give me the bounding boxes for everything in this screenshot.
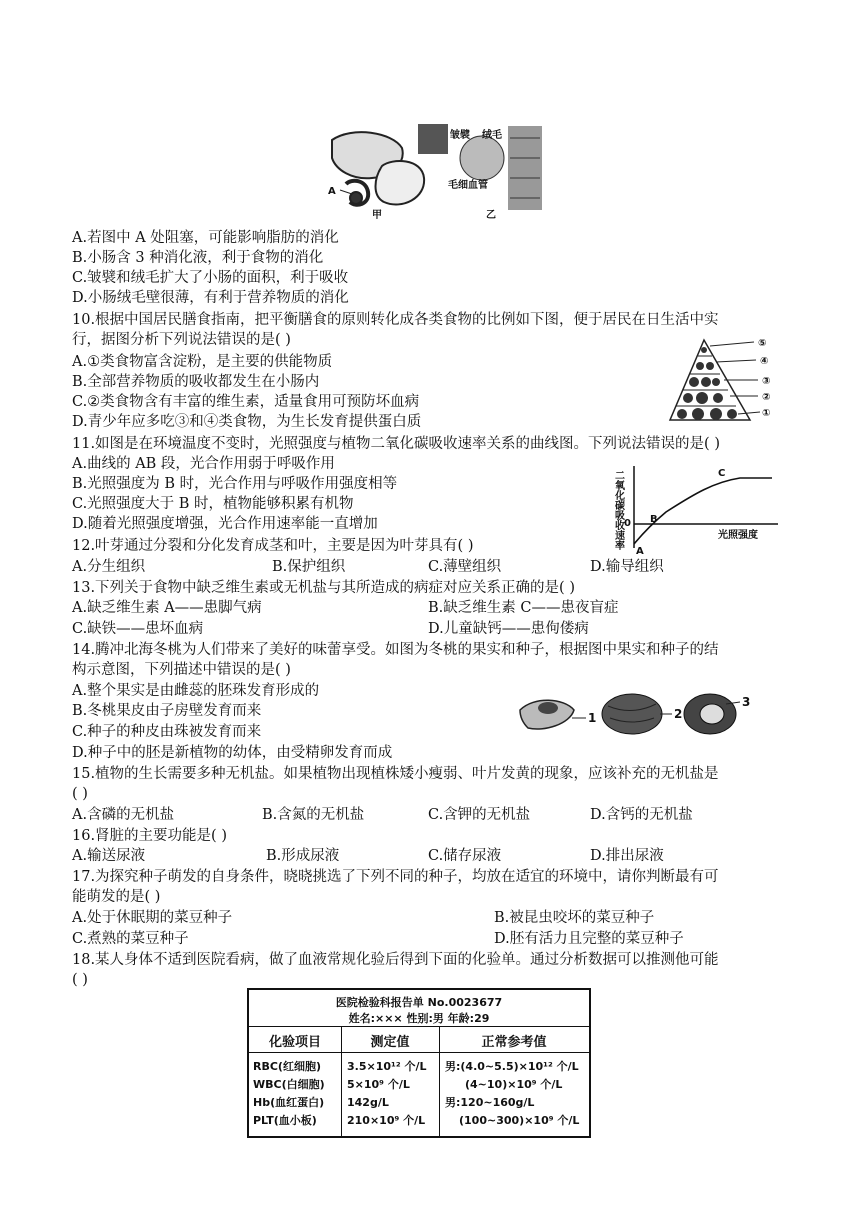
q16-option-d: D.排出尿液 bbox=[590, 848, 664, 864]
peach-label-1: 1 bbox=[588, 711, 597, 725]
food-pyramid-figure bbox=[666, 334, 774, 424]
report-row-item: RBC(红细胞) bbox=[253, 1060, 321, 1073]
q15-option-b: B.含氮的无机盐 bbox=[262, 807, 365, 823]
q12-option-a: A.分生组织 bbox=[72, 559, 146, 575]
point-c-label: C bbox=[718, 468, 726, 479]
q10-option-b: B.全部营养物质的吸收都发生在小肠内 bbox=[72, 374, 320, 390]
lab-report bbox=[247, 988, 591, 1138]
q10-option-c: C.②类食物含有丰富的维生素，适量食用可预防坏血病 bbox=[72, 394, 420, 410]
report-title: 医院检验科报告单 No.0023677 bbox=[335, 996, 503, 1009]
q16-stem: 16.肾脏的主要功能是( ) bbox=[72, 828, 227, 844]
q16-option-b: B.形成尿液 bbox=[266, 848, 340, 864]
pyramid-label-1: ① bbox=[762, 408, 771, 419]
q17-option-d: D.胚有活力且完整的菜豆种子 bbox=[494, 931, 684, 947]
peach-label-2: 2 bbox=[674, 707, 683, 721]
pyramid-label-5: ⑤ bbox=[758, 338, 767, 349]
q13-option-c: C.缺铁——患坏血病 bbox=[72, 621, 204, 637]
q15-stem: 15.植物的生长需要多种无机盐。如果植物出现植株矮小瘦弱、叶片发黄的现象，应该补充的无机盐是 bbox=[72, 766, 719, 782]
q14-stem-cont: 构示意图，下列描述中错误的是( ) bbox=[72, 662, 291, 678]
q14-stem: 14.腾冲北海冬桃为人们带来了美好的味蕾享受。如图为冬桃的果实和种子，根据图中果实和种子的结 bbox=[72, 642, 719, 658]
label-yi: 乙 bbox=[486, 210, 496, 221]
q11-option-c: C.光照强度大于 B 时，植物能够积累有机物 bbox=[72, 496, 354, 512]
q17-stem-cont: 能萌发的是( ) bbox=[72, 889, 161, 905]
label-maoxi: 毛细血管 bbox=[448, 180, 488, 191]
point-a-label: A bbox=[636, 546, 644, 557]
point-b-label: B bbox=[650, 514, 658, 525]
report-header-value: 测定值 bbox=[370, 1035, 410, 1050]
report-row-value: 5×10⁹ 个/L bbox=[347, 1078, 410, 1091]
q10-stem-cont: 行，据图分析下列说法错误的是( ) bbox=[72, 332, 291, 348]
report-row-value: 210×10⁹ 个/L bbox=[347, 1114, 426, 1127]
q11-option-b: B.光照强度为 B 时，光合作用与呼吸作用强度相等 bbox=[72, 476, 398, 492]
stomach-liver-drawing bbox=[332, 132, 424, 205]
q11-option-a: A.曲线的 AB 段，光合作用弱于呼吸作用 bbox=[72, 456, 335, 472]
q14-option-c: C.种子的种皮由珠被发育而来 bbox=[72, 724, 262, 740]
q15-stem-cont: ( ) bbox=[72, 786, 88, 802]
chart-xlabel: 光照强度 bbox=[718, 530, 758, 541]
q9-option-b: B.小肠含 3 种消化液，利于食物的消化 bbox=[72, 250, 324, 266]
q17-stem: 17.为探究种子萌发的自身条件，晓晓挑选了下列不同的种子，均放在适宜的环境中，请你判断最有可 bbox=[72, 869, 719, 885]
label-jia: 甲 bbox=[372, 210, 382, 221]
digestive-system-figure bbox=[322, 118, 552, 226]
q9-option-d: D.小肠绒毛壁很薄，有利于营养物质的消化 bbox=[72, 290, 349, 306]
report-row-item: WBC(白细胞) bbox=[253, 1078, 325, 1091]
report-row-value: 3.5×10¹² 个/L bbox=[347, 1060, 427, 1073]
co2-light-chart bbox=[612, 460, 784, 557]
pyramid-label-2: ② bbox=[762, 392, 771, 403]
peach-label-3: 3 bbox=[742, 695, 751, 709]
peach-fruit-seed-figure bbox=[514, 688, 774, 740]
report-row-item: PLT(血小板) bbox=[253, 1114, 317, 1127]
q14-option-a: A.整个果实是由雌蕊的胚珠发育形成的 bbox=[72, 683, 320, 699]
q16-option-a: A.输送尿液 bbox=[72, 848, 146, 864]
report-row-ref: (100~300)×10⁹ 个/L bbox=[459, 1114, 580, 1127]
q14-option-b: B.冬桃果皮由子房壁发育而来 bbox=[72, 703, 262, 719]
q12-option-c: C.薄壁组织 bbox=[428, 559, 502, 575]
q15-option-d: D.含钙的无机盐 bbox=[590, 807, 693, 823]
q17-option-c: C.煮熟的菜豆种子 bbox=[72, 931, 189, 947]
report-header-ref: 正常参考值 bbox=[481, 1035, 547, 1050]
q15-option-c: C.含钾的无机盐 bbox=[428, 807, 531, 823]
svg-text:二氧化碳吸收速率: 二氧化碳吸收速率 bbox=[612, 470, 624, 550]
q15-option-a: A.含磷的无机盐 bbox=[72, 807, 175, 823]
q9-option-a: A.若图中 A 处阻塞，可能影响脂肪的消化 bbox=[72, 230, 339, 246]
chart-origin: 0 bbox=[624, 518, 631, 529]
q13-option-b: B.缺乏维生素 C——患夜盲症 bbox=[428, 600, 619, 616]
q16-option-c: C.储存尿液 bbox=[428, 848, 502, 864]
q10-stem: 10.根据中国居民膳食指南，把平衡膳食的原则转化成各类食物的比例如下图，便于居民在日生活中实 bbox=[72, 312, 719, 328]
q10-option-d: D.青少年应多吃③和④类食物，为生长发育提供蛋白质 bbox=[72, 414, 422, 430]
q14-option-d: D.种子中的胚是新植物的幼体，由受精卵发育而成 bbox=[72, 745, 393, 761]
chart-ylabel bbox=[613, 470, 626, 551]
q11-option-d: D.随着光照强度增强，光合作用速率能一直增加 bbox=[72, 516, 378, 532]
report-row-ref: 男:(4.0~5.5)×10¹² 个/L bbox=[445, 1060, 579, 1073]
label-a: A bbox=[328, 186, 336, 197]
q9-option-c: C.皱襞和绒毛扩大了小肠的面积，利于吸收 bbox=[72, 270, 349, 286]
q13-option-a: A.缺乏维生素 A——患脚气病 bbox=[72, 600, 262, 616]
label-zhouxi: 皱襞 bbox=[450, 130, 470, 141]
report-patient: 姓名:××× 性别:男 年龄:29 bbox=[348, 1012, 490, 1025]
report-row-ref: 男:120~160g/L bbox=[445, 1096, 535, 1109]
q12-stem: 12.叶芽通过分裂和分化发育成茎和叶，主要是因为叶芽具有( ) bbox=[72, 538, 474, 554]
q18-stem: 18.某人身体不适到医院看病，做了血液常规化验后得到下面的化验单。通过分析数据可以推测他可能 bbox=[72, 952, 719, 968]
q13-option-d: D.儿童缺钙——患佝偻病 bbox=[428, 621, 589, 637]
q10-option-a: A.①类食物富含淀粉，是主要的供能物质 bbox=[72, 354, 333, 370]
label-rongmao: 绒毛 bbox=[482, 130, 502, 141]
q18-stem-cont: ( ) bbox=[72, 972, 88, 988]
report-row-item: Hb(血红蛋白) bbox=[253, 1096, 325, 1109]
pyramid-label-4: ④ bbox=[760, 356, 769, 367]
report-header-item: 化验项目 bbox=[268, 1035, 321, 1050]
q13-stem: 13.下列关于食物中缺乏维生素或无机盐与其所造成的病症对应关系正确的是( ) bbox=[72, 580, 575, 596]
villi-drawing bbox=[418, 124, 542, 210]
report-row-ref: (4~10)×10⁹ 个/L bbox=[465, 1078, 563, 1091]
q11-stem: 11.如图是在环境温度不变时，光照强度与植物二氧化碳吸收速率关系的曲线图。下列说法错误的是( ) bbox=[72, 436, 720, 452]
q17-option-a: A.处于休眠期的菜豆种子 bbox=[72, 910, 233, 926]
report-row-value: 142g/L bbox=[347, 1096, 389, 1109]
pyramid-label-3: ③ bbox=[762, 376, 771, 387]
q12-option-b: B.保护组织 bbox=[272, 559, 346, 575]
q17-option-b: B.被昆虫咬坏的菜豆种子 bbox=[494, 910, 655, 926]
q12-option-d: D.输导组织 bbox=[590, 559, 664, 575]
